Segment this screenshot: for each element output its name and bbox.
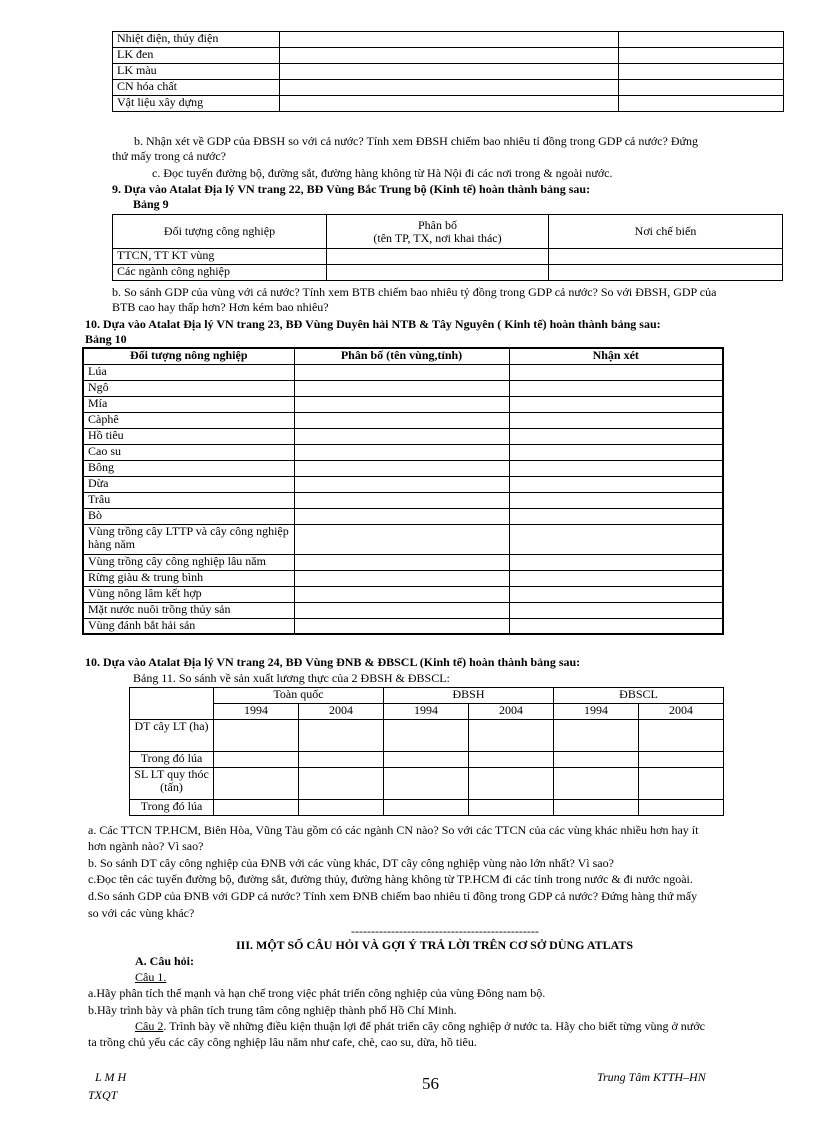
- q9-b2: BTB cao hay thấp hơn? Hơn kém bao nhiêu?: [112, 300, 329, 314]
- q10-row-label: Bông: [83, 460, 294, 476]
- q10-row-label: Hồ tiêu: [83, 428, 294, 444]
- q9-h2: Phân bố (tên TP, TX, nơi khai thác): [327, 215, 549, 249]
- q11-year: 1994: [554, 704, 639, 720]
- top-table-row-label: Vật liệu xây dựng: [113, 96, 280, 112]
- q10-row-label: Vùng nông lâm kết hợp: [83, 586, 294, 602]
- q10b-caption: Bảng 11. So sánh về sản xuất lương thực của 2 ĐBSH & ĐBSCL:: [133, 671, 450, 685]
- q11-year: 2004: [639, 704, 724, 720]
- q9-h1: Đối tượng công nghiệp: [113, 215, 327, 249]
- q11-group: ĐBSCL: [554, 688, 724, 704]
- q11-row-label: SL LT quy thóc (tấn): [130, 768, 214, 800]
- section-title: III. MỘT SỐ CÂU HỎI VÀ GỢI Ý TRẢ LỜI TRÊN CƠ SỞ DÙNG ATLATS: [236, 938, 634, 952]
- page-number: 56: [422, 1074, 439, 1093]
- q10-h3: Nhận xét: [509, 348, 723, 364]
- industry-table-top: [112, 31, 784, 112]
- q10-row-label: Cao su: [83, 444, 294, 460]
- q10-row-label: Vùng đánh bắt hải sản: [83, 618, 294, 634]
- section-sub: A. Câu hỏi:: [135, 954, 195, 968]
- q1-b: b.Hãy trình bày và phân tích trung tâm công nghiệp thành phố Hồ Chí Minh.: [88, 1003, 457, 1017]
- q11-a1: a. Các TTCN TP.HCM, Biên Hòa, Vũng Tàu gồm có các ngành CN nào? So với các TTCN của các vùng khác nhiều hơn hay ít: [88, 823, 699, 837]
- q8-c: c. Đọc tuyến đường bộ, đường sắt, đường hàng không từ Hà Nội đi các nơi trong & ngoài nước.: [152, 166, 613, 180]
- q10-title: 10. Dựa vào Atalat Địa lý VN trang 23, BĐ Vùng Duyên hải NTB & Tây Nguyên ( Kinh tế) hoàn thành bảng sau:: [85, 317, 661, 331]
- top-table-row-label: LK màu: [113, 64, 280, 80]
- q11-year: 1994: [384, 704, 469, 720]
- footer-left1: L M H: [95, 1070, 127, 1084]
- q11-year: 2004: [299, 704, 384, 720]
- q10b-title: 10. Dựa vào Atalat Địa lý VN trang 24, BĐ Vùng ĐNB & ĐBSCL (Kinh tế) hoàn thành bảng sau:: [85, 655, 581, 669]
- q10-table-label: Bảng 10: [85, 332, 127, 346]
- q10-row-label: Mặt nước nuôi trồng thủy sản: [83, 602, 294, 618]
- q10-row-label: Trâu: [83, 492, 294, 508]
- q10-h1: Đối tượng nông nghiệp: [83, 348, 294, 364]
- q11-row-label: DT cây LT (ha): [130, 720, 214, 752]
- q10-row-label: Vùng trồng cây công nghiệp lâu năm: [83, 554, 294, 570]
- q11-d1: d.So sánh GDP của ĐNB với GDP cả nước? Tính xem ĐNB chiếm bao nhiêu tỉ đồng trong GDP cả nước? Đứng hàng thứ mấy: [88, 889, 698, 903]
- q11-year: 1994: [214, 704, 299, 720]
- q10-row-label: Lúa: [83, 364, 294, 380]
- q11-row-label: Trong đó lúa: [130, 752, 214, 768]
- footer-left2: TXQT: [88, 1088, 118, 1102]
- q9-table: [112, 214, 783, 281]
- q11-row-label: Trong đó lúa: [130, 800, 214, 816]
- q10-row-label: Ngô: [83, 380, 294, 396]
- q9-table-label: Bảng 9: [133, 197, 169, 211]
- q11-year: 2004: [469, 704, 554, 720]
- q9-row: TTCN, TT KT vùng: [113, 249, 327, 265]
- top-table-row-label: CN hóa chất: [113, 80, 280, 96]
- q10-row-label: Rừng giàu & trung bình: [83, 570, 294, 586]
- q10-row-label: Dừa: [83, 476, 294, 492]
- q11-a2: hơn ngành nào? Vì sao?: [88, 839, 204, 853]
- q11-b: b. So sánh DT cây công nghiệp của ĐNB với các vùng khác, DT cây công nghiệp vùng nào lớn nhất? Vì sao?: [88, 856, 614, 870]
- q10-row-label: Mía: [83, 396, 294, 412]
- q8-b: b. Nhận xét về GDP của ĐBSH so với cả nước? Tính xem ĐBSH chiếm bao nhiêu tỉ đồng trong GDP cả nước? Đứng: [134, 134, 699, 148]
- q11-c: c.Đọc tên các tuyến đường bộ, đường sắt, đường thủy, đường hàng không từ TP.HCM đi các tỉnh trong nước & đi nước ngoài.: [88, 872, 693, 886]
- q10-h2: Phân bố (tên vùng,tỉnh): [294, 348, 509, 364]
- q8-b2: thứ mấy trong cả nước?: [112, 149, 226, 163]
- q10-row-label: Càphê: [83, 412, 294, 428]
- footer-right: Trung Tâm KTTH–HN: [597, 1070, 706, 1084]
- q11-d2: so với các vùng khác?: [88, 906, 195, 920]
- q9-h3: Nơi chế biến: [549, 215, 783, 249]
- q10-row-label: Vùng trồng cây LTTP và cây công nghiệp hàng năm: [83, 524, 294, 554]
- q1-a: a.Hãy phân tích thế mạnh và hạn chế trong việc phát triển công nghiệp của vùng Đông nam bộ.: [88, 986, 546, 1000]
- top-table-row-label: LK đen: [113, 48, 280, 64]
- q10-row-label: Bò: [83, 508, 294, 524]
- q11-table: [129, 687, 724, 816]
- q1-label: Câu 1.: [135, 970, 167, 984]
- q9-b1: b. So sánh GDP của vùng với cả nước? Tính xem BTB chiếm bao nhiêu tỷ đồng trong GDP cả nước? So với ĐBSH, GDP của: [112, 285, 717, 299]
- section-divider: -----------------------------------------------: [351, 924, 539, 938]
- q9-row: Các ngành công nghiệp: [113, 265, 327, 281]
- q11-group: ĐBSH: [384, 688, 554, 704]
- q9-title: 9. Dựa vào Atalat Địa lý VN trang 22, BĐ Vùng Bắc Trung bộ (Kinh tế) hoàn thành bảng sau:: [112, 182, 591, 196]
- top-table-row-label: Nhiệt điện, thủy điện: [113, 32, 280, 48]
- q11-group: Toàn quốc: [214, 688, 384, 704]
- q2-text: Câu 2. Trình bày về những điều kiện thuận lợi để phát triển cây công nghiệp ở nước ta. Hãy cho biết từng vùng ở nước: [135, 1019, 705, 1033]
- q2-text2: ta trồng chủ yếu các cây công nghiệp lâu năm như cafe, chè, cao su, dừa, hồ tiêu.: [88, 1035, 477, 1049]
- q10-table: [82, 347, 724, 635]
